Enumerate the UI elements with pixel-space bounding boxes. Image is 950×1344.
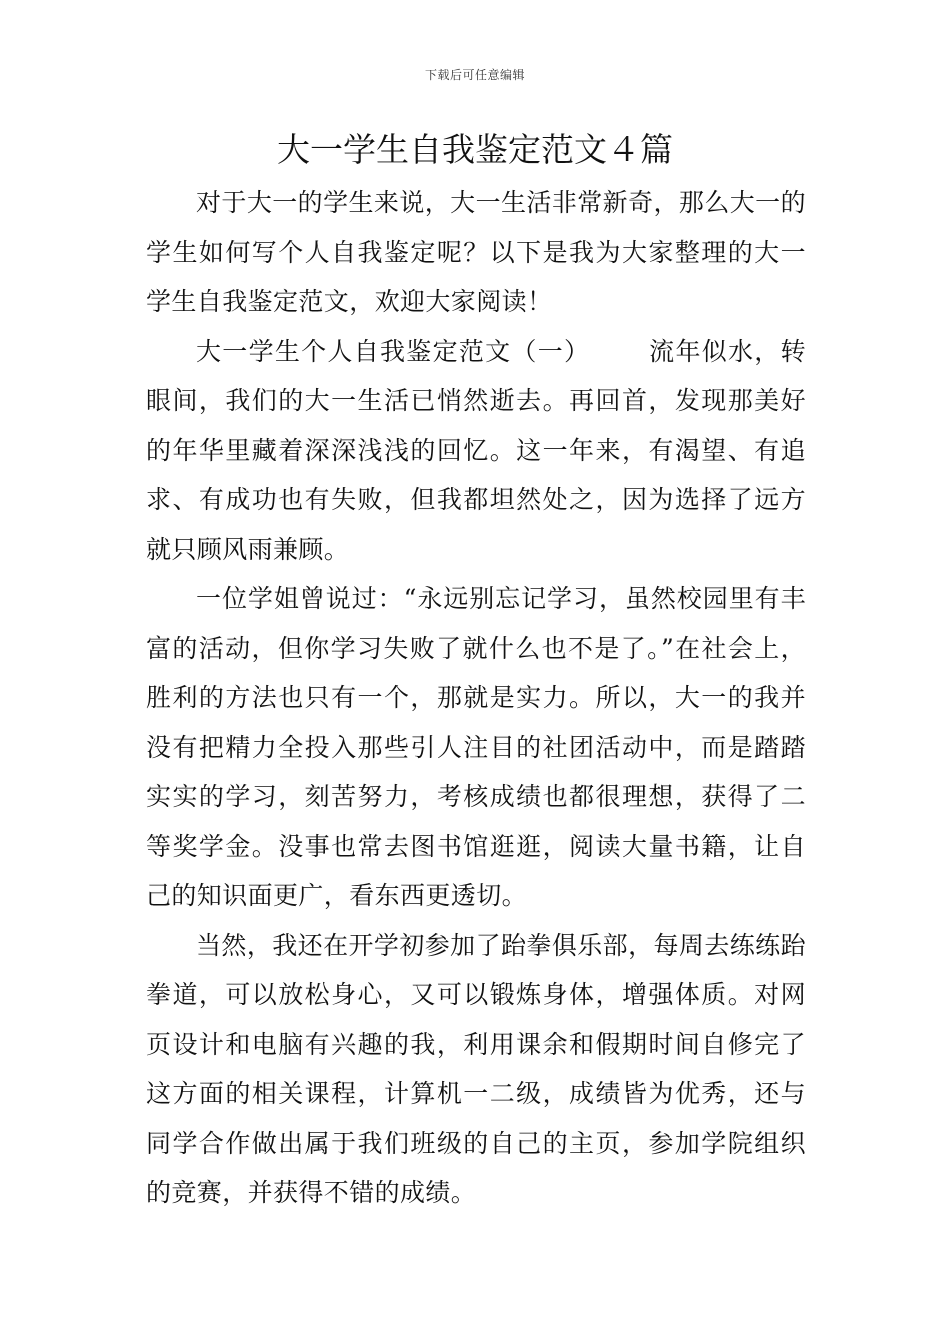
section-paragraph-1: [146, 327, 806, 575]
page-header-note: 下载后可任意编辑: [424, 68, 525, 82]
section-paragraph-3: 当然，我还在开学初参加了跆拳俱乐部，每周去练练跆拳道，可以放松身心，又可以锻炼身体，增强体质。对网页设计和电脑有兴趣的我，利用课余和假期时间自修完了这方面的相关课程，计算机一二级，成绩皆为优秀，还与同学合作做出属于我们班级的自己的主页，参加学院组织的竞赛，并获得不错的成绩。: [146, 930, 806, 1207]
section-paragraph-2: 一位学姐曾说过：“永远别忘记学习，虽然校园里有丰富的活动，但你学习失败了就什么也不是了。”在社会上，胜利的方法也只有一个，那就是实力。所以，大一的我并没有把精力全投入那些引人注目的社团活动中，而是踏踏实实的学习，刻苦努力，考核成绩也都很理想，获得了二等奖学金。没事也常去图书馆逛逛，阅读大量书籍，让自己的知识面更广，看东西更透切。: [146, 584, 806, 910]
section-heading: 大一学生个人自我鉴定范文（一）: [196, 336, 591, 366]
document-body: [146, 178, 806, 1218]
intro-paragraph: 对于大一的学生来说，大一生活非常新奇，那么大一的学生如何写个人自我鉴定呢？以下是我为大家整理的大一学生自我鉴定范文，欢迎大家阅读！: [146, 188, 806, 316]
paragraph-1-text: 流年似水，转眼间，我们的大一生活已悄然逝去。再回首，发现那美好的年华里藏着深深浅浅的回忆。这一年来，有渴望、有追求、有成功也有失败，但我都坦然处之，因为选择了远方就只顾风雨兼顾。: [146, 336, 806, 564]
document-title: 大一学生自我鉴定范文４篇: [277, 130, 673, 169]
